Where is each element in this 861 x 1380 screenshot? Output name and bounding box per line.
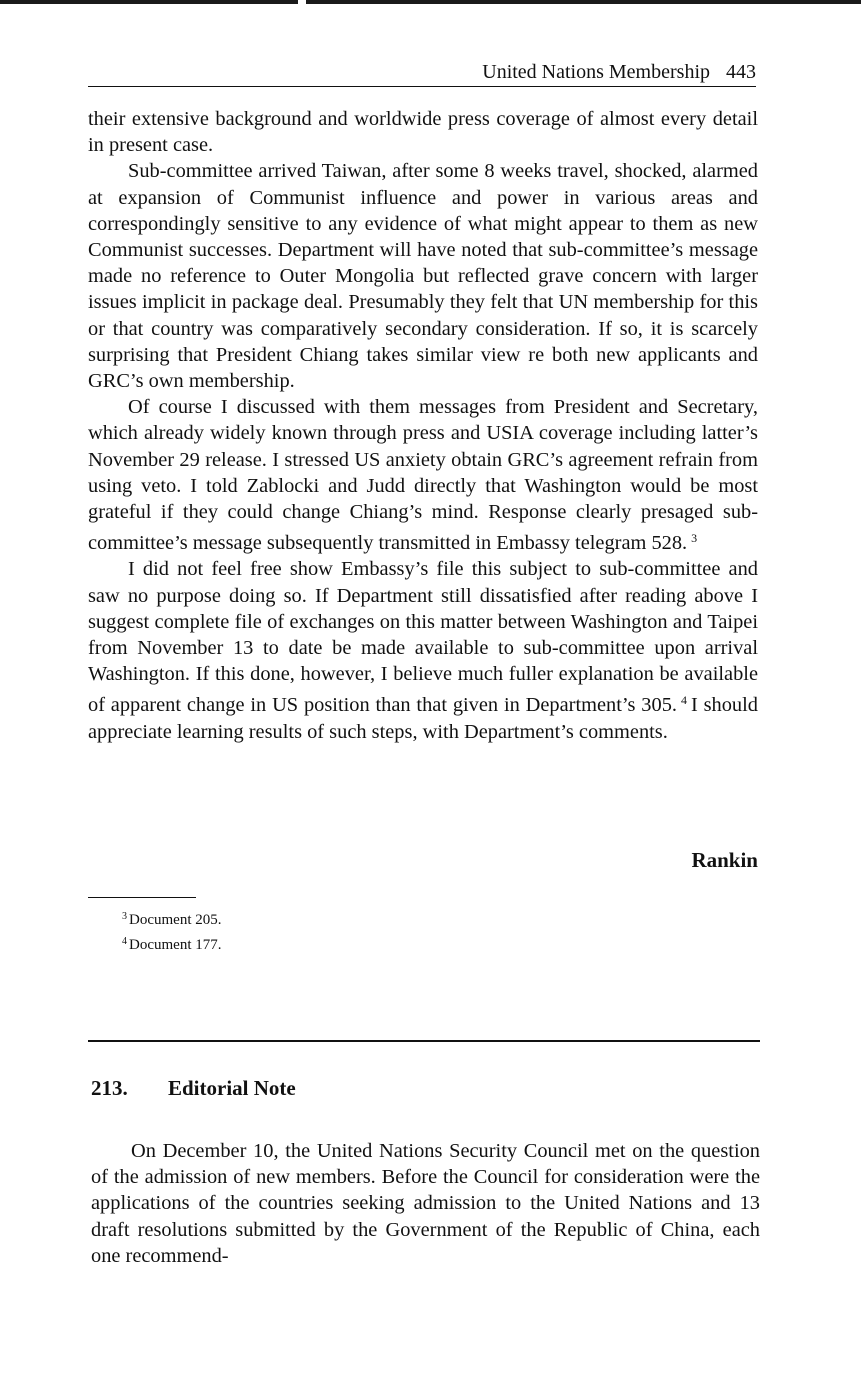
footnotes: [122, 906, 221, 956]
body-text: [88, 106, 758, 745]
editorial-note-paragraph: On December 10, the United Nations Security Council met on the question of the admission of new members. Before the Council for consideration were the applications of the countries seeking admission to the United Nations and 13 draft resolutions submitted by the Government of the Republic of China, each one recommend-: [91, 1140, 760, 1267]
paragraph-file: [88, 556, 758, 744]
footnote: [122, 906, 221, 931]
footnote-marker: 3: [122, 911, 127, 922]
footnote-text: Document 177.: [129, 937, 222, 953]
running-header: [88, 58, 756, 86]
paragraph-file-text: I did not feel free show Embassy’s file this subject to sub-committee and saw no purpose doing so. If Department still dissatisfied after reading above I suggest complete file of exchanges on this matter between Washington and Taipei from November 13 to date be made available to sub-committee upon arrival Washington. If this done, however, I believe much fuller explanation be available of apparent change in US position than that given in Department’s 305.: [88, 558, 758, 717]
footnote-marker: 4: [122, 936, 127, 947]
section-heading: [91, 1074, 296, 1102]
footnote-ref-4: 4: [680, 693, 687, 708]
signature: Rankin: [691, 848, 758, 872]
top-border: [0, 0, 861, 4]
footnote: [122, 931, 221, 956]
section-divider: [88, 1040, 760, 1042]
running-title: United Nations Membership: [482, 61, 710, 83]
document-number: 213.: [91, 1076, 128, 1100]
editorial-note-body: [91, 1138, 760, 1269]
paragraph-discussion-text: Of course I discussed with them messages from President and Secretary, which already widely known through press and USIA coverage including latter’s November 29 release. I stressed US anxiety obtain GRC’s agreement refrain from using veto. I told Zablocki and Judd directly that Washington would be most grateful if they could change Chiang’s mind. Response clearly presaged sub-committee’s message subsequently transmitted in Embassy telegram 528.: [88, 396, 758, 555]
footnote-ref-3: 3: [691, 531, 698, 546]
paragraph-subcommittee: Sub-committee arrived Taiwan, after some 8 weeks travel, shocked, alarmed at expansion of Communist influence and power in various areas and correspondingly sensitive to any evidence of what might appear to them as new Communist successes. Department will have noted that sub-committee’s message made no reference to Outer Mongolia but reflected grave concern with larger issues implicit in package deal. Presumably they felt that UN membership for this or that country was comparatively secondary consideration. If so, it is scarcely surprising that President Chiang takes similar view re both new applicants and GRC’s own membership.: [88, 160, 758, 393]
header-rule: [88, 86, 756, 87]
top-border-gap: [298, 0, 306, 4]
paragraph-discussion: [88, 394, 758, 556]
footnote-text: Document 205.: [129, 912, 222, 928]
paragraph-file-text-end: I should appreciate learning results of such steps, with Department’s comments.: [88, 694, 758, 743]
paragraph-continuation: their extensive background and worldwide press coverage of almost every detail in present case.: [88, 108, 758, 157]
page-number: 443: [726, 61, 756, 83]
footnote-rule: [88, 897, 196, 898]
document-title: Editorial Note: [168, 1076, 296, 1100]
